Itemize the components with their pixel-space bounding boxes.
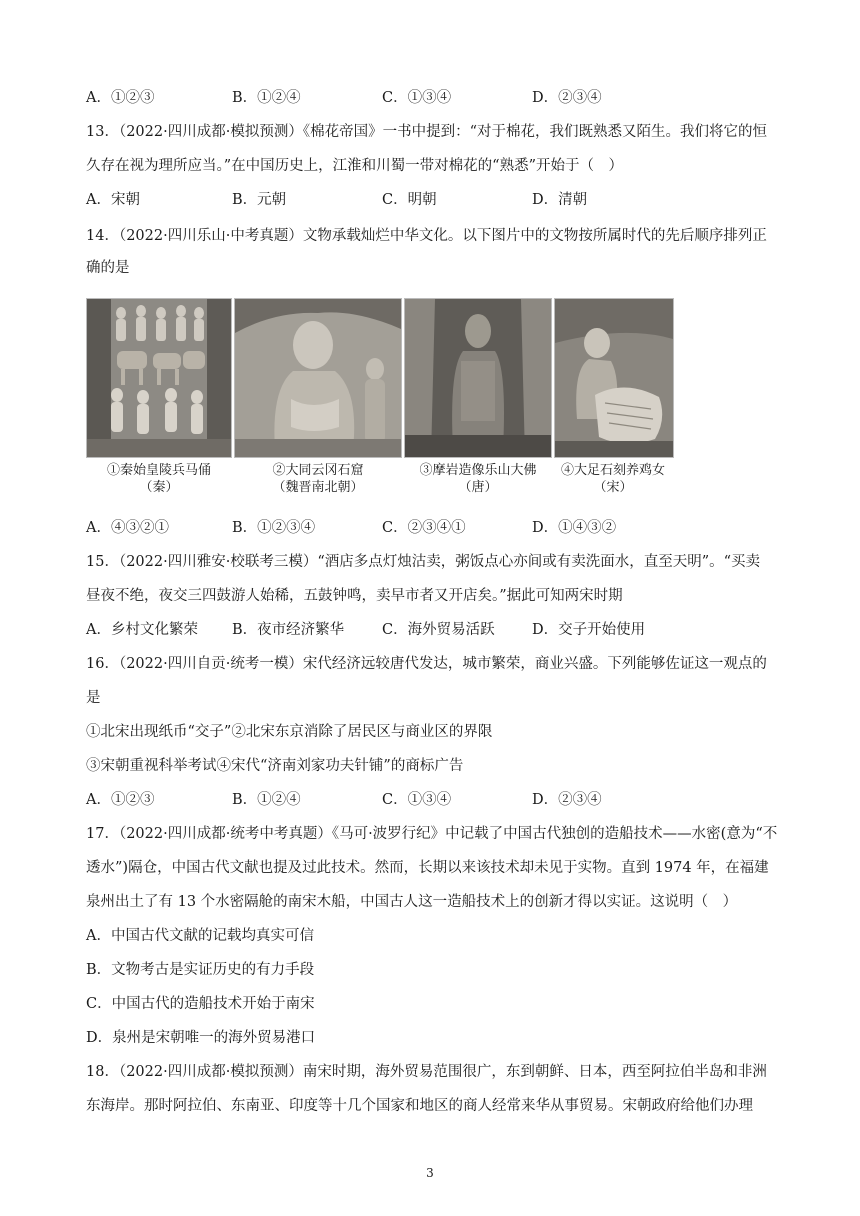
option-a: A．①②③ [86, 792, 155, 808]
option-b: B．元朝 [232, 192, 287, 208]
option-c: C．明朝 [382, 192, 437, 208]
option-b: B．①②④ [232, 792, 301, 808]
q14-stem-line-1: 14．（2022·四川乐山·中考真题）文物承载灿烂中华文化。以下图片中的文物按所属时代的先后顺序排列正 [86, 228, 767, 244]
caption-era: （宋） [593, 480, 633, 495]
q13-stem-line-2: 久存在视为理所应当。”在中国历史上，江淮和川蜀一带对棉花的“熟悉”开始于（ ） [86, 158, 623, 174]
caption-title: ①秦始皇陵兵马俑 [106, 463, 211, 478]
option-d: D．②③④ [532, 792, 602, 808]
q15-stem-line-1: 15．（2022·四川雅安·校联考三模）“酒店多点灯烛沽卖，粥饭点心亦间或有卖洗面水，直至天明”。“买卖 [86, 554, 761, 570]
q15-stem-line-2: 昼夜不绝，夜交三四鼓游人始稀，五鼓钟鸣，卖早市者又开店矣。”据此可知两宋时期 [86, 588, 623, 604]
q16-stem-line-2: 是 [86, 690, 101, 706]
q13-stem-line-1: 13．（2022·四川成都·模拟预测）《棉花帝国》一书中提到：“对于棉花，我们既熟悉又陌生。我们将它的恒 [86, 124, 767, 140]
figure-caption [86, 462, 232, 496]
option-b: B．夜市经济繁华 [232, 622, 345, 638]
option-a: A．乡村文化繁荣 [86, 622, 198, 638]
q17-option-b: B．文物考古是实证历史的有力手段 [86, 962, 315, 978]
caption-title: ②大同云冈石窟 [272, 463, 364, 478]
figure-caption [234, 462, 402, 496]
q16-options [86, 790, 786, 810]
yungang-grottoes-photo [234, 298, 402, 458]
option-b: B．①②④ [232, 90, 301, 106]
q15-options [86, 620, 786, 640]
option-c: C．①③④ [382, 792, 452, 808]
caption-era: （唐） [458, 480, 498, 495]
option-c: C．①③④ [382, 90, 452, 106]
caption-era: （魏晋南北朝） [272, 480, 364, 495]
caption-title: ③摩岩造像乐山大佛 [419, 463, 537, 478]
q17-stem-line-3: 泉州出土了有 13 个水密隔舱的南宋木船，中国古人这一造船技术上的创新才得以实证。这说明（ ） [86, 894, 738, 910]
option-d: D．清朝 [532, 192, 588, 208]
option-b: B．①②③④ [232, 520, 316, 536]
figure-caption [554, 462, 672, 496]
q17-option-d: D．泉州是宋朝唯一的海外贸易港口 [86, 1030, 316, 1046]
option-d: D．交子开始使用 [532, 622, 646, 638]
terracotta-warriors-photo [86, 298, 232, 458]
q16-statement-line-2: ③宋朝重视科举考试④宋代“济南刘家功夫针铺”的商标广告 [86, 758, 464, 774]
option-a: A．宋朝 [86, 192, 140, 208]
option-c: C．②③④① [382, 520, 466, 536]
q17-option-a: A．中国古代文献的记载均真实可信 [86, 928, 314, 944]
caption-title: ④大足石刻养鸡女 [560, 463, 665, 478]
option-a: A．④③②① [86, 520, 169, 536]
q17-option-c: C．中国古代的造船技术开始于南宋 [86, 996, 315, 1012]
dazu-carving-photo [554, 298, 674, 458]
q18-stem-line-1: 18．（2022·四川成都·模拟预测）南宋时期，海外贸易范围很广，东到朝鲜、日本，西至阿拉伯半岛和非洲 [86, 1064, 767, 1080]
q16-stem-line-1: 16．（2022·四川自贡·统考一模）宋代经济远较唐代发达，城市繁荣，商业兴盛。下列能够佐证这一观点的 [86, 656, 767, 672]
caption-era: （秦） [139, 480, 179, 495]
option-d: D．①④③② [532, 520, 617, 536]
figure-caption [404, 462, 552, 496]
q18-stem-line-2: 东海岸。那时阿拉伯、东南亚、印度等十几个国家和地区的商人经常来华从事贸易。宋朝政府给他们办理 [86, 1098, 753, 1114]
q13-options [86, 190, 786, 210]
q17-stem-line-2: 透水”)隔仓，中国古代文献也提及过此技术。然而，长期以来该技术却未见于实物。直到 1974 年，在福建 [86, 860, 769, 876]
q17-stem-line-1: 17．（2022·四川成都·统考中考真题）《马可·波罗行纪》中记载了中国古代独创的造船技术——水密(意为“不 [86, 826, 778, 842]
leshan-buddha-photo [404, 298, 552, 458]
q14-options [86, 518, 786, 538]
option-d: D．②③④ [532, 90, 602, 106]
option-a: A．①②③ [86, 90, 155, 106]
q14-figure-row [86, 298, 676, 498]
q14-stem-line-2: 确的是 [86, 260, 130, 276]
prev-question-options [86, 88, 786, 108]
option-c: C．海外贸易活跃 [382, 622, 495, 638]
q16-statement-line-1: ①北宋出现纸币“交子”②北宋东京消除了居民区与商业区的界限 [86, 724, 493, 740]
page-number: 3 [426, 1166, 434, 1180]
